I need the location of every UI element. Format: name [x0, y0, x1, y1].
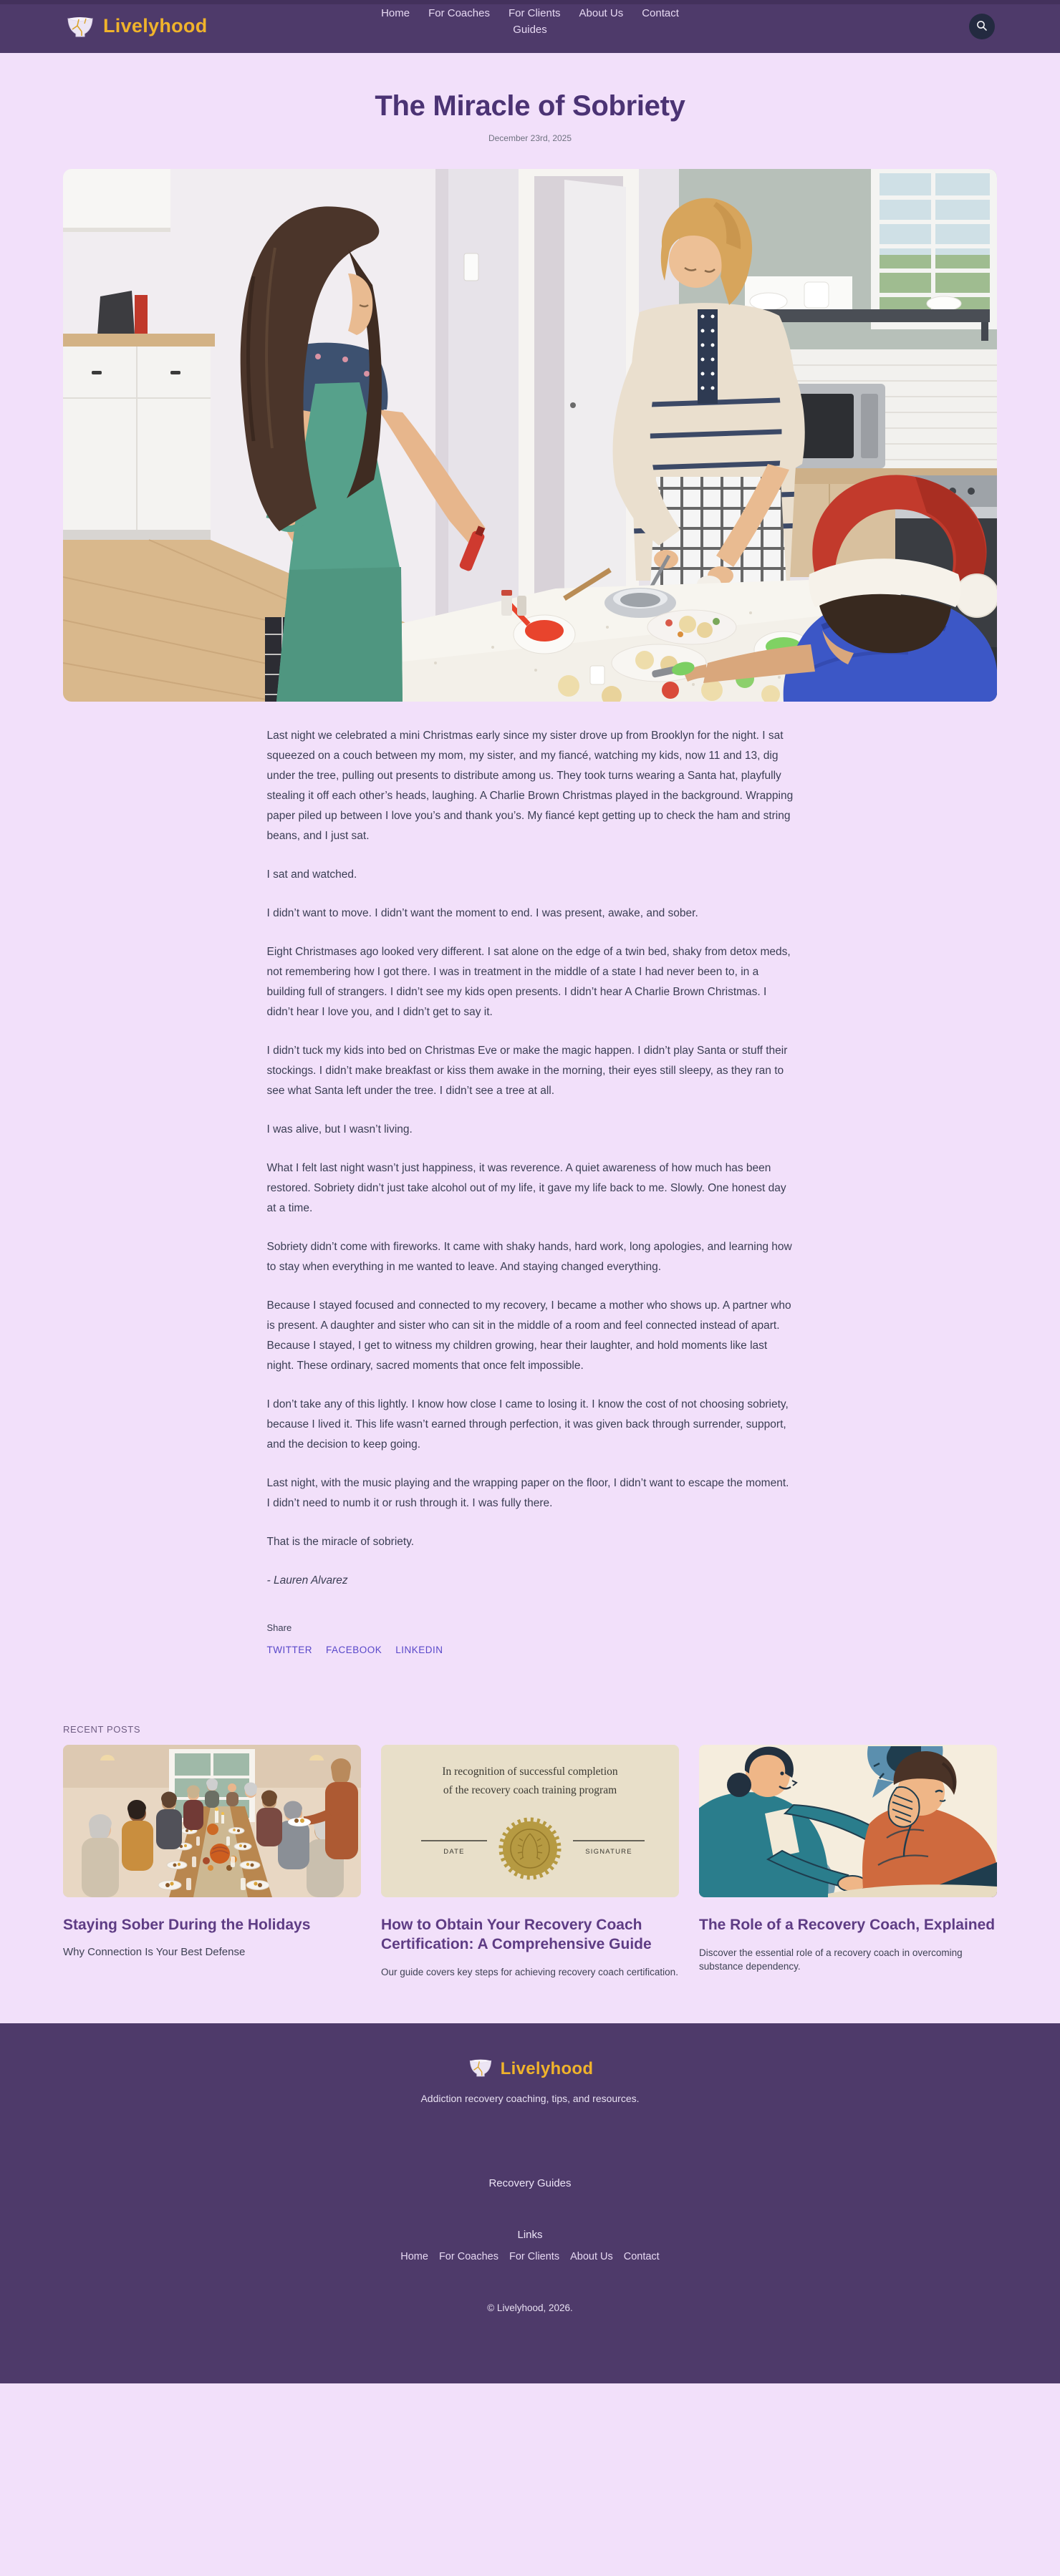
recent-post-card-certification[interactable]: [381, 1745, 679, 1979]
site-footer: [0, 2023, 1060, 2383]
paragraph: I sat and watched.: [266, 868, 357, 881]
coach-consoling-illustration[interactable]: [699, 1745, 997, 1897]
certificate-signature-label: SIGNATURE: [585, 1848, 632, 1856]
footer-nav: [0, 2251, 1060, 2262]
search-button[interactable]: [969, 14, 995, 39]
share-linkedin-link[interactable]: LINKEDIN: [395, 1645, 443, 1655]
footer-nav-home[interactable]: Home: [400, 2251, 428, 2262]
share-twitter-link[interactable]: TWITTER: [266, 1645, 312, 1655]
certificate-image[interactable]: [381, 1745, 679, 1897]
recent-posts-section: [63, 1724, 997, 1979]
main-nav: [0, 7, 1060, 36]
brand-name: Livelyhood: [103, 14, 208, 37]
recent-post-card-holidays[interactable]: [63, 1745, 361, 1979]
nav-home[interactable]: Home: [381, 7, 410, 19]
share-block: [267, 1622, 794, 1655]
footer-nav-about-us[interactable]: About Us: [570, 2251, 613, 2262]
footer-nav-for-clients[interactable]: For Clients: [509, 2251, 560, 2262]
author-signature: - Lauren Alvarez: [266, 1574, 348, 1587]
footer-brand-name: Livelyhood: [500, 2058, 594, 2078]
certificate-line2: of the recovery coach training program: [443, 1784, 617, 1796]
paragraph: I didn’t tuck my kids into bed on Christmas Eve or make the magic happen. I didn’t play Santa or stuff their stockings. I didn’t make breakfast or kiss them awake in the morning, their eyes still sleepy, as they ran to see what Santa left under the tree. I didn’t see a tree at all.: [266, 1045, 788, 1097]
recent-posts-label: RECENT POSTS: [63, 1724, 141, 1735]
footer-nav-contact[interactable]: Contact: [623, 2251, 660, 2262]
paragraph: Last night, with the music playing and the wrapping paper on the floor, I didn’t want to escape the moment. I didn’t need to numb it or rush through it. I was fully there.: [266, 1477, 789, 1509]
paragraph: I didn’t want to move. I didn’t want the moment to end. I was present, awake, and sober.: [266, 907, 698, 919]
search-icon: [975, 19, 988, 34]
nav-for-coaches[interactable]: For Coaches: [428, 7, 490, 19]
footer-tagline: Addiction recovery coaching, tips, and resources.: [420, 2093, 640, 2104]
recent-post-desc: Our guide covers key steps for achieving recovery coach certification.: [381, 1967, 678, 1977]
share-facebook-link[interactable]: FACEBOOK: [326, 1645, 382, 1655]
post-page: [0, 90, 1060, 1979]
footer-recovery-guides-link[interactable]: Recovery Guides: [488, 2177, 572, 2189]
holiday-dinner-photo[interactable]: [63, 1745, 361, 1897]
footer-nav-for-coaches[interactable]: For Coaches: [438, 2251, 498, 2262]
paragraph: Eight Christmases ago looked very different. I sat alone on the edge of a twin bed, shaky from detox meds, not remembering how I got there. I was in treatment in the middle of a state I had never been to, in a building full of strangers. I didn’t see my kids open presents. I didn’t hear A Charlie Brown Christmas. I didn’t hear I love you, and I didn’t get to say it.: [266, 946, 791, 1018]
certificate-date-label: DATE: [443, 1848, 465, 1856]
page-title: The Miracle of Sobriety: [375, 90, 685, 122]
nav-for-clients[interactable]: For Clients: [508, 7, 561, 19]
recent-post-title[interactable]: Staying Sober During the Holidays: [63, 1917, 311, 1933]
nav-about-us[interactable]: About Us: [579, 7, 624, 19]
nav-guides[interactable]: Guides: [513, 24, 547, 36]
paragraph: Because I stayed focused and connected to my recovery, I became a mother who shows up. A partner who is present. A daughter and sister who can sit in the middle of a room and feel connected instead of apart. Because I stayed, I get to witness my children growing, hear their laughter, and hold moments like last night. These ordinary, sacred moments that once felt impossible.: [266, 1299, 791, 1372]
share-label: Share: [266, 1622, 292, 1633]
recent-post-desc: Discover the essential role of a recovery coach in overcoming substance dependency.: [699, 1947, 963, 1972]
footer-copyright: © Livelyhood, 2026.: [487, 2303, 573, 2313]
paragraph: I don’t take any of this lightly. I know how close I came to losing it. I know the cost of not choosing sobriety, because I lived it. This life wasn’t earned through perfection, it was given back through surrender, support, and the decision to keep going.: [266, 1398, 789, 1451]
kintsugi-bowl-icon: [467, 2053, 494, 2084]
nav-contact[interactable]: Contact: [642, 7, 679, 19]
recent-post-card-role[interactable]: [699, 1745, 997, 1979]
certificate-line1: In recognition of successful completion: [442, 1766, 618, 1778]
recent-post-title[interactable]: How to Obtain Your Recovery Coach Certification: A Comprehensive Guide: [381, 1917, 652, 1952]
paragraph: Last night we celebrated a mini Christmas early since my sister drove up from Brooklyn for the night. I sat squeezed on a couch between my mom, my sister, and my fiancé, watching my kids, now 11 and 13, dig under the tree, pulling out presents to distribute among us. They took turns wearing a Santa hat, playfully stealing it off each other’s heads, laughing. A Charlie Brown Christmas played in the background. Wrapping paper piled up between I love you’s and thank you’s. My fiancé kept getting up to check the ham and string beans, and I just sat.: [266, 730, 794, 842]
paragraph: What I felt last night wasn’t just happiness, it was reverence. A quiet awareness of how much has been restored. Sobriety didn’t just take alcohol out of my life, it gave my life back to me. Slowly. One honest day at a time.: [266, 1162, 786, 1214]
footer-links-heading: Links: [517, 2229, 543, 2241]
paragraph: Sobriety didn’t come with fireworks. It came with shaky hands, hard work, long apologies, and learning how to stay when everything in me wanted to leave. And staying changed everything.: [266, 1241, 792, 1273]
footer-brand-logo[interactable]: [0, 2053, 1060, 2084]
header-top-strip: [0, 0, 1060, 4]
paragraph: That is the miracle of sobriety.: [266, 1536, 415, 1548]
hero-photo-cookie-decorating: [63, 169, 997, 702]
post-date: December 23rd, 2025: [488, 133, 572, 143]
paragraph: I was alive, but I wasn’t living.: [266, 1123, 413, 1136]
recent-post-title[interactable]: The Role of a Recovery Coach, Explained: [699, 1917, 996, 1933]
site-header: [0, 0, 1060, 53]
article-body: [267, 726, 794, 1591]
recent-post-subtitle: Why Connection Is Your Best Defense: [63, 1946, 246, 1958]
